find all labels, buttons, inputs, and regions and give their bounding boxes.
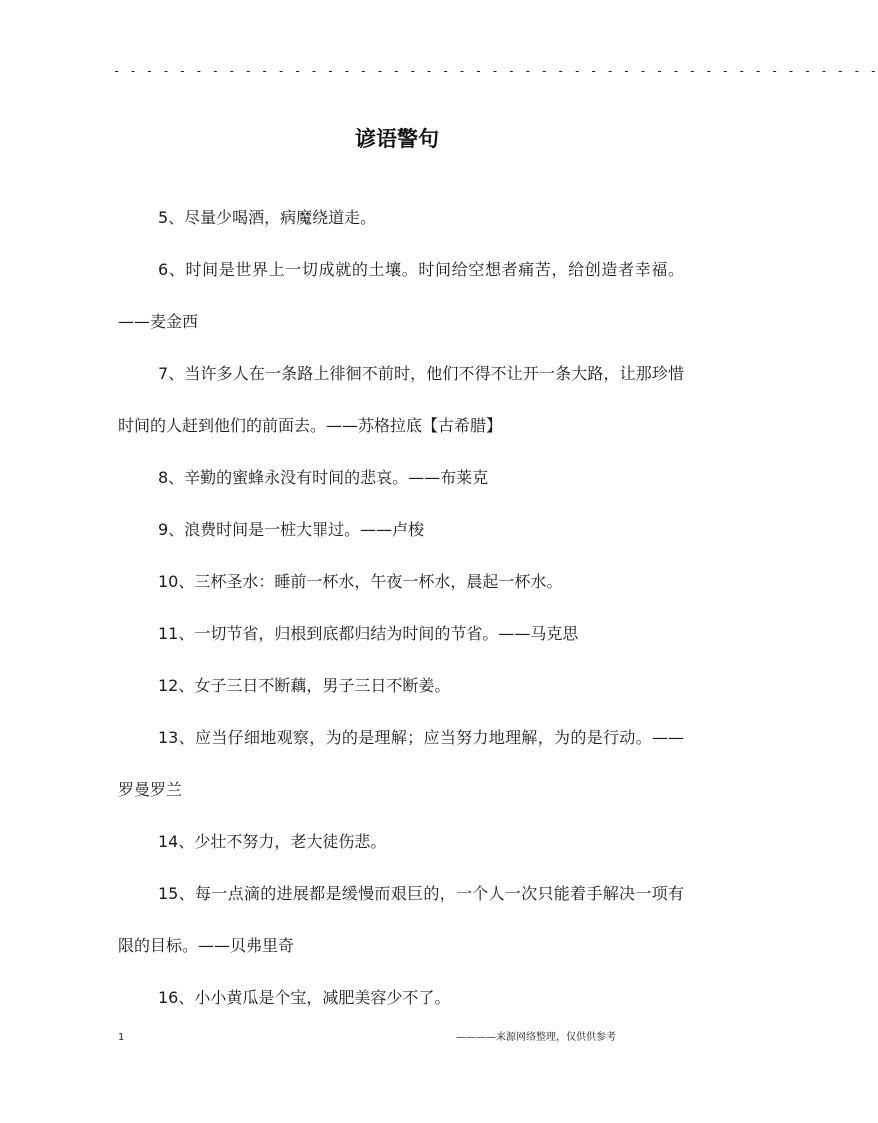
document-body: [118, 192, 684, 1024]
paragraph-14: 14、少壮不努力，老大徒伤悲。: [158, 832, 387, 851]
footer-page-number: 1: [118, 1032, 125, 1043]
paragraph-13: 13、应当仔细地观察，为的是理解；应当努力地理解，为的是行动。——罗曼罗兰: [118, 728, 684, 799]
paragraph-7: 7、当许多人在一条路上徘徊不前时，他们不得不让开一条大路，让那珍惜时间的人赶到他们的前面去。——苏格拉底【古希腊】: [118, 364, 684, 435]
paragraph-8: 8、辛勤的蜜蜂永没有时间的悲哀。——布莱克: [158, 468, 489, 487]
paragraph-15: 15、每一点滴的进展都是缓慢而艰巨的，一个人一次只能着手解决一项有限的目标。——贝弗里奇: [118, 884, 684, 955]
paragraph-5: 5、尽量少喝酒，病魔绕道走。: [158, 208, 377, 227]
paragraph-10: 10、三杯圣水：睡前一杯水，午夜一杯水，晨起一杯水。: [158, 572, 563, 591]
paragraph-9: 9、浪费时间是一桩大罪过。——卢梭: [158, 520, 425, 539]
document-title: 谚语警句: [355, 126, 439, 151]
paragraph-12: 12、女子三日不断藕，男子三日不断姜。: [158, 676, 451, 695]
paragraph-11: 11、一切节省，归根到底都归结为时间的节省。——马克思: [158, 624, 579, 643]
header-dashed-rule: - - - - - - - - - - - - - - - - - - - - - - - - - - - - - - - - - - - - - - - - - - - - - - -: [113, 64, 878, 78]
paragraph-16: 16、小小黄瓜是个宝，减肥美容少不了。: [158, 988, 451, 1007]
paragraph-6: 6、时间是世界上一切成就的土壤。时间给空想者痛苦，给创造者幸福。——麦金西: [118, 260, 684, 331]
footer-source-note: ————来源网络整理，仅供供参考: [456, 1032, 616, 1043]
